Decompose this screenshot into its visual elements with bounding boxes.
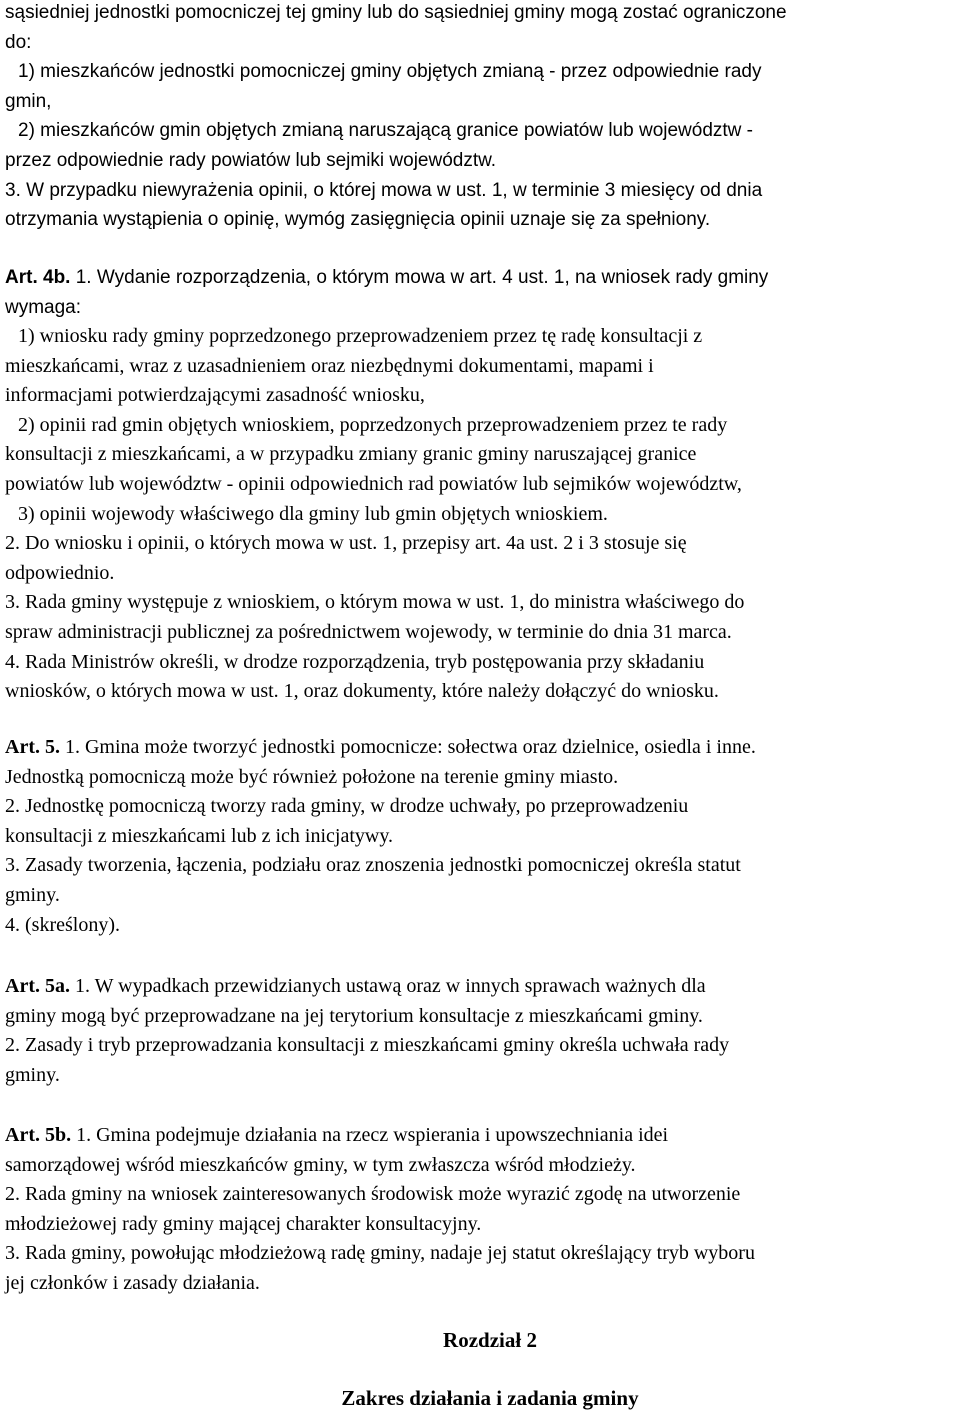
article-line: konsultacji z mieszkańcami lub z ich inicjatywy. bbox=[5, 824, 394, 847]
article-text: 1. Gmina może tworzyć jednostki pomocnicze: sołectwa oraz dzielnice, osiedla i inne. bbox=[59, 736, 756, 758]
article-5 bbox=[5, 733, 950, 940]
article-line: 4. (skreślony). bbox=[5, 913, 120, 936]
article-text: 1. Gmina podejmuje działania na rzecz wspierania i upowszechniania idei bbox=[71, 1124, 669, 1146]
intro-line: 3. W przypadku niewyrażenia opinii, o której mowa w ust. 1, w terminie 3 miesięcy od dnia bbox=[5, 179, 763, 201]
intro-block bbox=[5, 0, 950, 235]
article-line: 3. Rada gminy występuje z wnioskiem, o którym mowa w ust. 1, do ministra właściwego do bbox=[5, 591, 745, 614]
article-line: 2. Rada gminy na wniosek zainteresowanych środowisk może wyrazić zgodę na utworzenie bbox=[5, 1183, 741, 1206]
article-4b-body bbox=[5, 322, 950, 707]
article-line: 2. Do wniosku i opinii, o których mowa w ust. 1, przepisy art. 4a ust. 2 i 3 stosuje się bbox=[5, 532, 687, 555]
article-first-line bbox=[5, 972, 950, 1002]
article-label: Art. 4b. bbox=[5, 267, 71, 288]
article-5a bbox=[5, 972, 950, 1090]
article-line: mieszkańcami, wraz z uzasadnieniem oraz niezbędnymi dokumentami, mapami i bbox=[5, 354, 654, 377]
chapter-title: Zakres działania i zadania gminy bbox=[341, 1386, 639, 1410]
article-4b bbox=[5, 263, 950, 322]
article-line: konsultacji z mieszkańcami, a w przypadku zmiany granic gminy naruszającej granice bbox=[5, 443, 697, 466]
article-5b bbox=[5, 1121, 950, 1299]
article-label: Art. 5b. bbox=[5, 1124, 72, 1146]
intro-line: sąsiedniej jednostki pomocniczej tej gminy lub do sąsiedniej gminy mogą zostać ograniczone bbox=[5, 2, 787, 23]
article-text: 1. Wydanie rozporządzenia, o którym mowa w art. 4 ust. 1, na wniosek rady gminy bbox=[70, 267, 769, 288]
article-first-line bbox=[5, 733, 950, 763]
article-first-line bbox=[5, 1121, 950, 1151]
chapter-number: Rozdział 2 bbox=[443, 1328, 537, 1352]
article-line: wniosków, o których mowa w ust. 1, oraz dokumenty, które należy dołączyć do wniosku. bbox=[5, 680, 719, 703]
article-line: jej członków i zasady działania. bbox=[5, 1271, 260, 1294]
article-text: 1. W wypadkach przewidzianych ustawą oraz w innych sprawach ważnych dla bbox=[69, 975, 706, 997]
article-line: 2. Jednostkę pomocniczą tworzy rada gminy, w drodze uchwały, po przeprowadzeniu bbox=[5, 795, 689, 818]
intro-line: gmin, bbox=[5, 90, 52, 112]
article-line: powiatów lub województw - opinii odpowiednich rad powiatów lub sejmików województw, bbox=[5, 472, 742, 495]
intro-line: 1) mieszkańców jednostki pomocniczej gminy objętych zmianą - przez odpowiednie rady bbox=[18, 61, 762, 83]
article-line: gminy. bbox=[5, 883, 60, 906]
article-line: wymaga: bbox=[5, 296, 82, 318]
intro-line: 2) mieszkańców gmin objętych zmianą naruszającą granice powiatów lub województw - bbox=[18, 120, 754, 142]
intro-line: przez odpowiednie rady powiatów lub sejmiki województw. bbox=[5, 149, 497, 171]
article-line: 4. Rada Ministrów określi, w drodze rozporządzenia, tryb postępowania przy składaniu bbox=[5, 650, 705, 673]
article-line: 2. Zasady i tryb przeprowadzania konsultacji z mieszkańcami gminy określa uchwała rady bbox=[5, 1034, 730, 1057]
article-label: Art. 5a. bbox=[5, 975, 70, 997]
article-line: Jednostką pomocniczą może być również położone na terenie gminy miasto. bbox=[5, 765, 619, 788]
article-line: 1) wniosku rady gminy poprzedzonego przeprowadzeniem przez tę radę konsultacji z bbox=[18, 325, 703, 347]
article-line: 3) opinii wojewody właściwego dla gminy lub gmin objętych wnioskiem. bbox=[18, 502, 608, 525]
article-line: młodzieżowej rady gminy mającej charakter konsultacyjny. bbox=[5, 1212, 482, 1235]
article-line: 3. Zasady tworzenia, łączenia, podziału oraz znoszenia jednostki pomocniczej określa statut bbox=[5, 854, 741, 877]
article-line: informacjami potwierdzającymi zasadność wniosku, bbox=[5, 384, 425, 407]
article-line: spraw administracji publicznej za pośrednictwem wojewody, w terminie do dnia 31 marca. bbox=[5, 620, 732, 643]
article-line: 3. Rada gminy, powołując młodzieżową radę gminy, nadaje jej statut określający tryb wyboru bbox=[5, 1242, 755, 1265]
article-label: Art. 5. bbox=[5, 736, 60, 758]
article-first-line bbox=[5, 263, 950, 293]
article-line: gminy mogą być przeprowadzane na jej terytorium konsultacje z mieszkańcami gminy. bbox=[5, 1004, 703, 1027]
article-line: samorządowej wśród mieszkańców gminy, w tym zwłaszcza wśród młodzieży. bbox=[5, 1153, 636, 1176]
article-line: gminy. bbox=[5, 1063, 60, 1086]
article-line: odpowiednio. bbox=[5, 561, 115, 584]
intro-line: do: bbox=[5, 31, 32, 53]
article-line: 2) opinii rad gmin objętych wnioskiem, poprzedzonych przeprowadzeniem przez te rady bbox=[18, 413, 728, 436]
intro-line: otrzymania wystąpienia o opinię, wymóg zasięgnięcia opinii uznaje się za spełniony. bbox=[5, 209, 711, 231]
